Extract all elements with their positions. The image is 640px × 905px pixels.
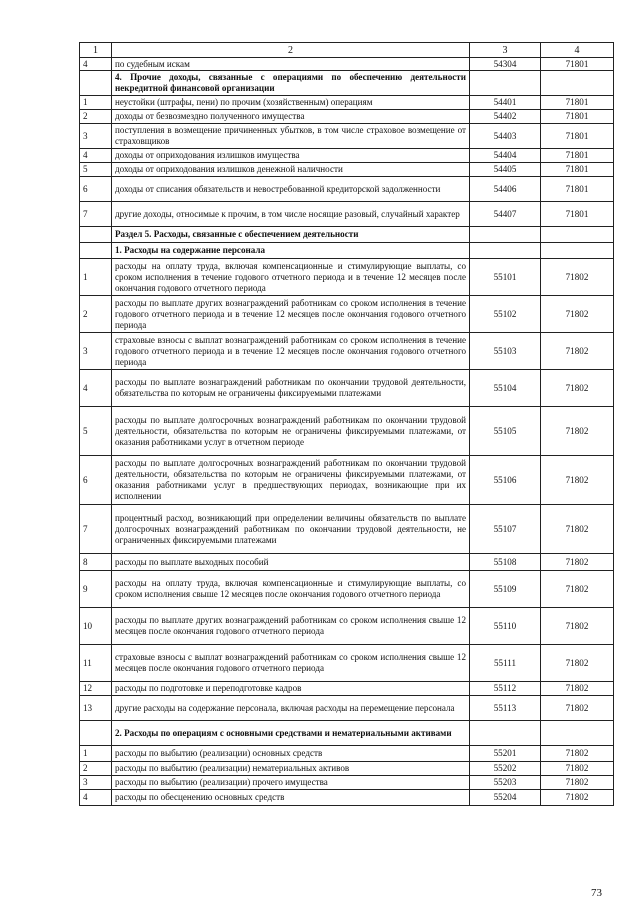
row-code [470,243,541,259]
row-account [541,71,614,96]
table-row [80,790,614,806]
row-description: расходы по выплате других вознаграждений работникам со сроком исполнения свыше 12 месяцев после окончания годового отчетного периода [112,608,470,645]
row-number: 1 [80,259,112,296]
row-number: 5 [80,163,112,177]
row-description: расходы по подготовке и переподготовке кадров [112,682,470,696]
row-number: 8 [80,554,112,571]
row-account: 71801 [541,96,614,110]
row-number: 4 [80,149,112,163]
table-row [80,149,614,163]
row-code: 55104 [470,370,541,407]
row-description: расходы по выплате других вознаграждений работникам со сроком исполнения в течение годового отчетного периода и в течение 12 месяцев после окончания годового отчетного периода [112,296,470,333]
row-code: 55101 [470,259,541,296]
row-description: доходы от списания обязательств и невостребованной кредиторской задолженности [112,177,470,202]
row-code: 54406 [470,177,541,202]
row-code: 54401 [470,96,541,110]
row-code: 54405 [470,163,541,177]
table-row [80,746,614,762]
row-code: 54404 [470,149,541,163]
row-number: 7 [80,202,112,227]
row-code: 55109 [470,571,541,608]
row-account: 71802 [541,407,614,456]
section-row [80,243,614,259]
row-number: 1 [80,746,112,762]
header-cell-1: 1 [80,43,112,58]
row-description: другие доходы, относимые к прочим, в том числе носящие разовый, случайный характер [112,202,470,227]
row-number: 11 [80,645,112,682]
row-number: 3 [80,776,112,790]
table-row [80,177,614,202]
row-account: 71801 [541,149,614,163]
row-code: 54304 [470,58,541,71]
table-row [80,505,614,554]
row-description: расходы на оплату труда, включая компенсационные и стимулирующие выплаты, со сроком исполнения в течение годового отчетного периода и в течение 12 месяцев после окончания годового отчетного периода [112,259,470,296]
row-description: расходы по выбытию (реализации) прочего имущества [112,776,470,790]
row-description: расходы по выплате выходных пособий [112,554,470,571]
row-number: 6 [80,177,112,202]
table-row [80,407,614,456]
row-description: доходы от безвозмездно полученного имущества [112,110,470,124]
row-code: 55106 [470,456,541,505]
table-row [80,110,614,124]
row-account [541,721,614,746]
row-number: 4 [80,370,112,407]
row-description: доходы от оприходования излишков имущества [112,149,470,163]
row-code: 55111 [470,645,541,682]
table-row [80,296,614,333]
row-account: 71802 [541,296,614,333]
row-description: расходы по выплате долгосрочных вознаграждений работникам по окончании трудовой деятельности, обязательства по которым не ограничены фиксируемыми платежами, от оказания работниками услуг в отчетном периоде [112,407,470,456]
section-row [80,227,614,243]
row-number: 4 [80,790,112,806]
row-code: 55107 [470,505,541,554]
row-code: 55204 [470,790,541,806]
row-description: страховые взносы с выплат вознаграждений работникам со сроком исполнения в течение годового отчетного периода и в течение 12 месяцев после окончания годового отчетного периода [112,333,470,370]
accounts-table [79,42,614,806]
row-code: 55112 [470,682,541,696]
table-row [80,163,614,177]
row-account: 71802 [541,682,614,696]
table-row [80,682,614,696]
row-number: 12 [80,682,112,696]
row-account: 71802 [541,259,614,296]
row-description: поступления в возмещение причиненных убытков, в том числе страховое возмещение от страховщиков [112,124,470,149]
row-number: 1 [80,96,112,110]
row-number: 2 [80,762,112,776]
row-account: 71802 [541,505,614,554]
row-number: 10 [80,608,112,645]
row-number: 3 [80,124,112,149]
row-account: 71802 [541,790,614,806]
row-account: 71802 [541,746,614,762]
row-account: 71802 [541,370,614,407]
table-row [80,259,614,296]
row-code: 54402 [470,110,541,124]
row-account [541,227,614,243]
row-number [80,721,112,746]
row-number: 2 [80,296,112,333]
row-number: 5 [80,407,112,456]
row-number: 9 [80,571,112,608]
row-description: по судебным искам [112,58,470,71]
row-description: Раздел 5. Расходы, связанные с обеспечением деятельности [112,227,470,243]
row-account: 71802 [541,456,614,505]
header-cell-2: 2 [112,43,470,58]
row-account: 71802 [541,608,614,645]
table-row [80,608,614,645]
row-account: 71801 [541,124,614,149]
table-body [80,43,614,806]
table-row [80,456,614,505]
row-account: 71802 [541,554,614,571]
row-account: 71802 [541,645,614,682]
row-description: 1. Расходы на содержание персонала [112,243,470,259]
section-row [80,71,614,96]
header-cell-3: 3 [470,43,541,58]
row-code: 55105 [470,407,541,456]
row-description: страховые взносы с выплат вознаграждений работникам со сроком исполнения свыше 12 месяцев после окончания годового отчетного периода [112,645,470,682]
row-code: 54407 [470,202,541,227]
row-description: другие расходы на содержание персонала, включая расходы на перемещение персонала [112,696,470,721]
row-number: 6 [80,456,112,505]
row-number [80,243,112,259]
row-description: расходы по выбытию (реализации) нематериальных активов [112,762,470,776]
row-account [541,243,614,259]
row-code: 55103 [470,333,541,370]
row-description: расходы на оплату труда, включая компенсационные и стимулирующие выплаты, со сроком исполнения свыше 12 месяцев после окончания годового отчетного периода [112,571,470,608]
row-code: 55108 [470,554,541,571]
row-account: 71801 [541,163,614,177]
table-row [80,554,614,571]
row-description: процентный расход, возникающий при определении величины обязательств по выплате долгосрочных вознаграждений работникам по окончании трудовой деятельности, не ограниченных фиксируемыми платежами [112,505,470,554]
row-description: неустойки (штрафы, пени) по прочим (хозяйственным) операциям [112,96,470,110]
row-code: 55113 [470,696,541,721]
section-row [80,721,614,746]
row-account: 71801 [541,110,614,124]
table-row [80,124,614,149]
row-code [470,71,541,96]
row-number: 2 [80,110,112,124]
row-code: 55202 [470,762,541,776]
row-account: 71801 [541,202,614,227]
row-description: расходы по обесценению основных средств [112,790,470,806]
row-account: 71802 [541,571,614,608]
row-number [80,227,112,243]
row-account: 71802 [541,696,614,721]
row-account: 71802 [541,776,614,790]
header-cell-4: 4 [541,43,614,58]
row-description: расходы по выбытию (реализации) основных средств [112,746,470,762]
row-code: 55203 [470,776,541,790]
row-code [470,227,541,243]
row-code: 55102 [470,296,541,333]
table-row [80,333,614,370]
table-row [80,762,614,776]
table-row [80,370,614,407]
row-number: 7 [80,505,112,554]
table-row [80,696,614,721]
row-number: 13 [80,696,112,721]
row-code: 54403 [470,124,541,149]
row-account: 71801 [541,177,614,202]
header-row [80,43,614,58]
row-code: 55201 [470,746,541,762]
table-row [80,58,614,71]
row-number [80,71,112,96]
row-number: 3 [80,333,112,370]
page-number: 73 [591,887,602,899]
row-code [470,721,541,746]
table-row [80,96,614,110]
row-code: 55110 [470,608,541,645]
row-account: 71801 [541,58,614,71]
row-description: 4. Прочие доходы, связанные с операциями по обеспечению деятельности некредитной финансовой организации [112,71,470,96]
row-description: 2. Расходы по операциям с основными средствами и нематериальными активами [112,721,470,746]
row-account: 71802 [541,762,614,776]
row-description: расходы по выплате долгосрочных вознаграждений работникам по окончании трудовой деятельности, обязательства по которым не ограничены фиксируемыми платежами, от оказания работниками услуг в предшествующих периодах, возникающие при их исполнении [112,456,470,505]
row-description: доходы от оприходования излишков денежной наличности [112,163,470,177]
row-description: расходы по выплате вознаграждений работникам по окончании трудовой деятельности, обязательства по которым не ограничены фиксируемыми платежами [112,370,470,407]
table-row [80,645,614,682]
table-row [80,571,614,608]
row-number: 4 [80,58,112,71]
row-account: 71802 [541,333,614,370]
table-row [80,202,614,227]
table-row [80,776,614,790]
